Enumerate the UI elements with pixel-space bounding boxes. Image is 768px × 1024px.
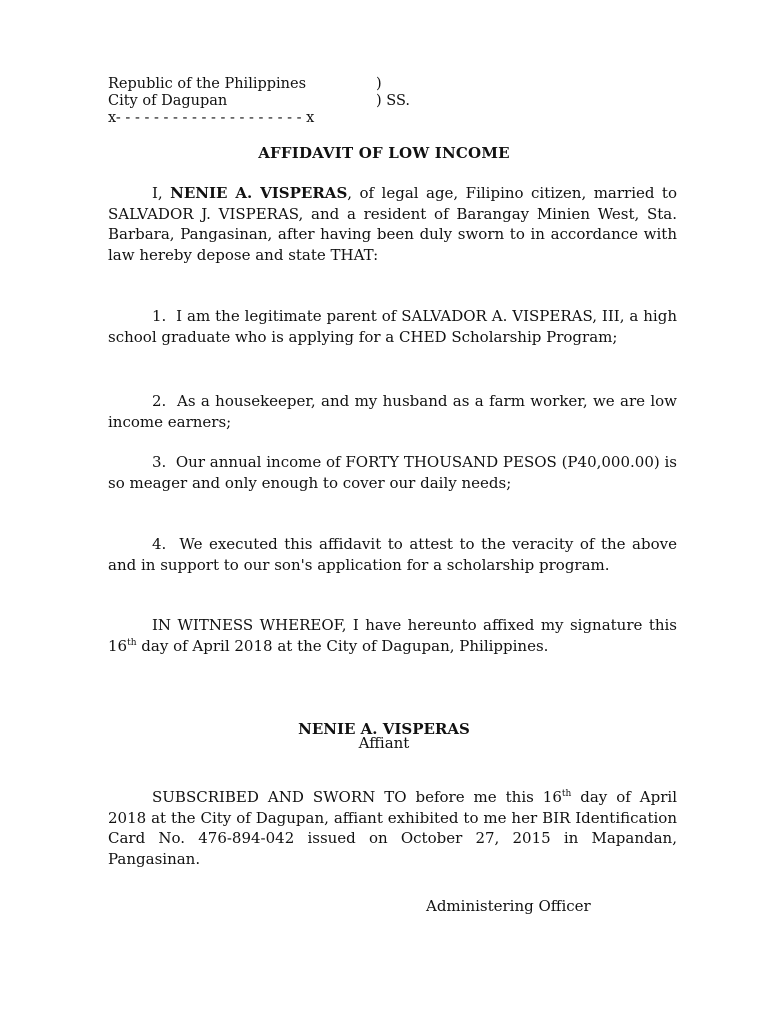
venue-republic: Republic of the Philippines xyxy=(108,76,307,92)
venue-separator: x- - - - - - - - - - - - - - - - - - - - x xyxy=(108,110,315,126)
affiant-signature-name: NENIE A. VISPERAS xyxy=(298,720,470,738)
jurat-sup: th xyxy=(561,789,572,799)
item-3: 3. Our annual income of FORTY THOUSAND PESOS (P40,000.00) is so meager and only enough to cover our daily needs; xyxy=(108,453,677,492)
intro-text: , of legal age, Filipino citizen, married to SALVADOR J. VISPERAS, and a resident of Barangay Minien West, Sta. Barbara, Pangasinan, after having been duly sworn to in accordance with law hereby depose and state THAT: xyxy=(108,184,677,264)
item-1: 1. I am the legitimate parent of SALVADOR A. VISPERAS, III, a high school graduate who is applying for a CHED Scholarship Program; xyxy=(108,307,677,346)
document-title: AFFIDAVIT OF LOW INCOME xyxy=(258,144,510,162)
witness-text-after: day of April 2018 at the City of Dagupan, Philippines. xyxy=(136,636,549,655)
venue-ss: ) SS. xyxy=(376,93,410,109)
witness-paragraph xyxy=(108,615,677,656)
jurat-text-after: day of April 2018 at the City of Dagupan, affiant exhibited to me her BIR Identification Card No. 476-894-042 issued on October 27, 2015 in Mapandan, Pangasinan. xyxy=(108,788,678,868)
affiant-name-inline: NENIE A. VISPERAS xyxy=(170,184,348,202)
jurat-paragraph xyxy=(108,787,677,869)
witness-text-before: IN WITNESS WHEREOF, I have hereunto affixed my signature this 16 xyxy=(108,616,677,655)
intro-paragraph xyxy=(108,183,677,265)
administering-officer: Administering Officer xyxy=(426,897,591,915)
item-2: 2. As a housekeeper, and my husband as a farm worker, we are low income earners; xyxy=(108,392,677,431)
venue-city: City of Dagupan xyxy=(108,93,228,109)
venue-mark-1: ) xyxy=(376,76,382,92)
witness-sup: th xyxy=(127,637,137,648)
jurat-text-before: SUBSCRIBED AND SWORN TO before me this 16 xyxy=(152,788,562,806)
item-4: 4. We executed this affidavit to attest to the veracity of the above and in support to our son's application for a scholarship program. xyxy=(108,535,677,574)
affiant-signature-title: Affiant xyxy=(358,734,410,752)
intro-prefix: I, xyxy=(152,184,171,202)
